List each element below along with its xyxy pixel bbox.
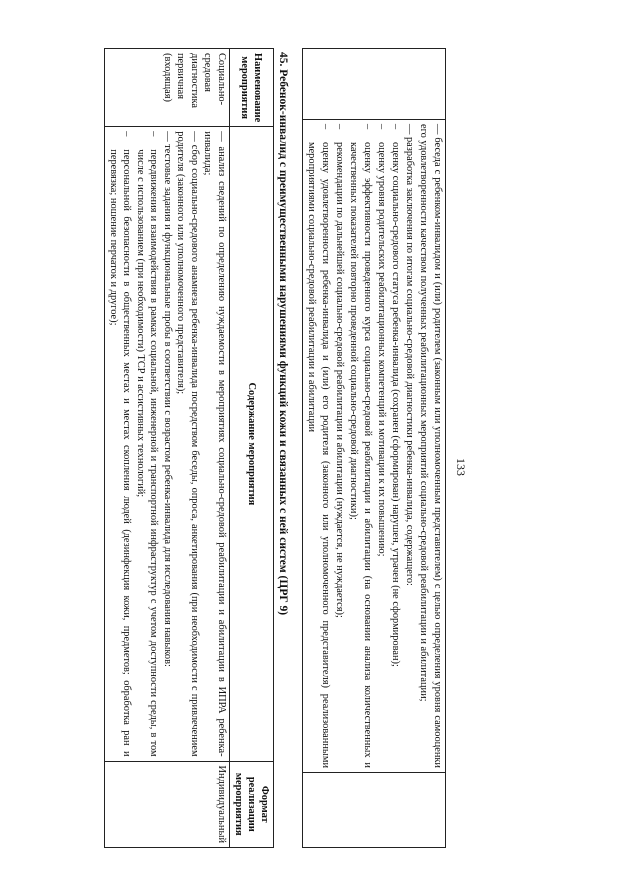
sub-item: – оценку удовлетворенности ребенка-инвалида и (или) его родителя (законного или уполномоченного представителя) реализованными мероприятиями социально-средовой реабилитации и абилитации: [306, 124, 331, 768]
empty-format-cell: [303, 773, 446, 848]
sub-item: – персональной безопасности в общественных местах и местах скопления людей (дезинфекция кожи, предметов; обработка ран и перевязка; ношение перчаток и другое);: [108, 131, 133, 757]
sub-item: – передвижения и взаимодействия в рамках социальной, инженерной и транспортной инфраструктур с учетом доступности среды, в том числе с использованием (при необходимости) ТСР и ассистивных технологий;: [135, 131, 160, 757]
event-format-cell: Индивидуальный: [105, 761, 230, 847]
content-item: — сбор социально-средового анамнеза ребенка-инвалида посредством беседы, опроса, анкетирования (при необходимости с привлечением родителя (законного или уполномоченного представителя);: [175, 131, 200, 757]
page-number: 133: [454, 458, 468, 476]
content-item: — разработка заключения по итогам социально-средовой диагностики ребенка-инвалида, содержащего:: [404, 124, 415, 586]
sub-item: – оценку социально-средового статуса ребенка-инвалида (сохранен (сформирован) нарушен, утрачен (не сформирован);: [390, 124, 401, 667]
event-content-cell: [105, 127, 230, 761]
content-cell: [303, 120, 446, 773]
content-item: — анализ сведений по определению нуждаемости в мероприятиях социально-средовой реабилитации и абилитации в ИПРА ребенка-инвалида;: [202, 131, 227, 757]
sub-item: – рекомендации по дальнейшей социально-средовой реабилитации и абилитации (нуждается, не нуждается);: [334, 124, 345, 618]
event-name-cell: Социально-средовая диагностика первичная (входящая): [105, 49, 230, 127]
continuation-table: [302, 48, 446, 848]
rotated-document-content: [46, 48, 586, 868]
empty-name-cell: [303, 49, 446, 120]
sub-item: – оценку эффективности проведенного курса социально-средовой реабилитации и абилитации (на основании анализа количественных и качественных показателей повторно проведенной социально-средовой диагностики);: [348, 124, 373, 768]
section-table: [105, 48, 275, 848]
header-event-format: Формат реализации мероприятия: [230, 761, 274, 847]
header-event-content: Содержание мероприятия: [230, 127, 274, 761]
content-item: — тестовые задания и функциональные пробы в соответствии с возрастом ребенка-инвалида для исследования навыков:: [162, 131, 173, 667]
header-event-name: Наименование мероприятия: [230, 49, 274, 127]
sub-item: – оценку уровня родительских реабилитационных компетенций и мотивации к их повышению;: [376, 124, 387, 557]
content-item: — беседа с ребенком-инвалидом и (или) родителем (законным или уполномоченным представителем) с целью определения уровня самооценки его удовлетворенности качеством полученных реабилитационных мероприятий социально-средовой реабилитации и абилитации;: [418, 124, 443, 768]
section-heading: 45. Ребенок-инвалид с преимущественными нарушениями функций кожи и связанных с ней систем (ЦРГ 9): [277, 52, 289, 616]
